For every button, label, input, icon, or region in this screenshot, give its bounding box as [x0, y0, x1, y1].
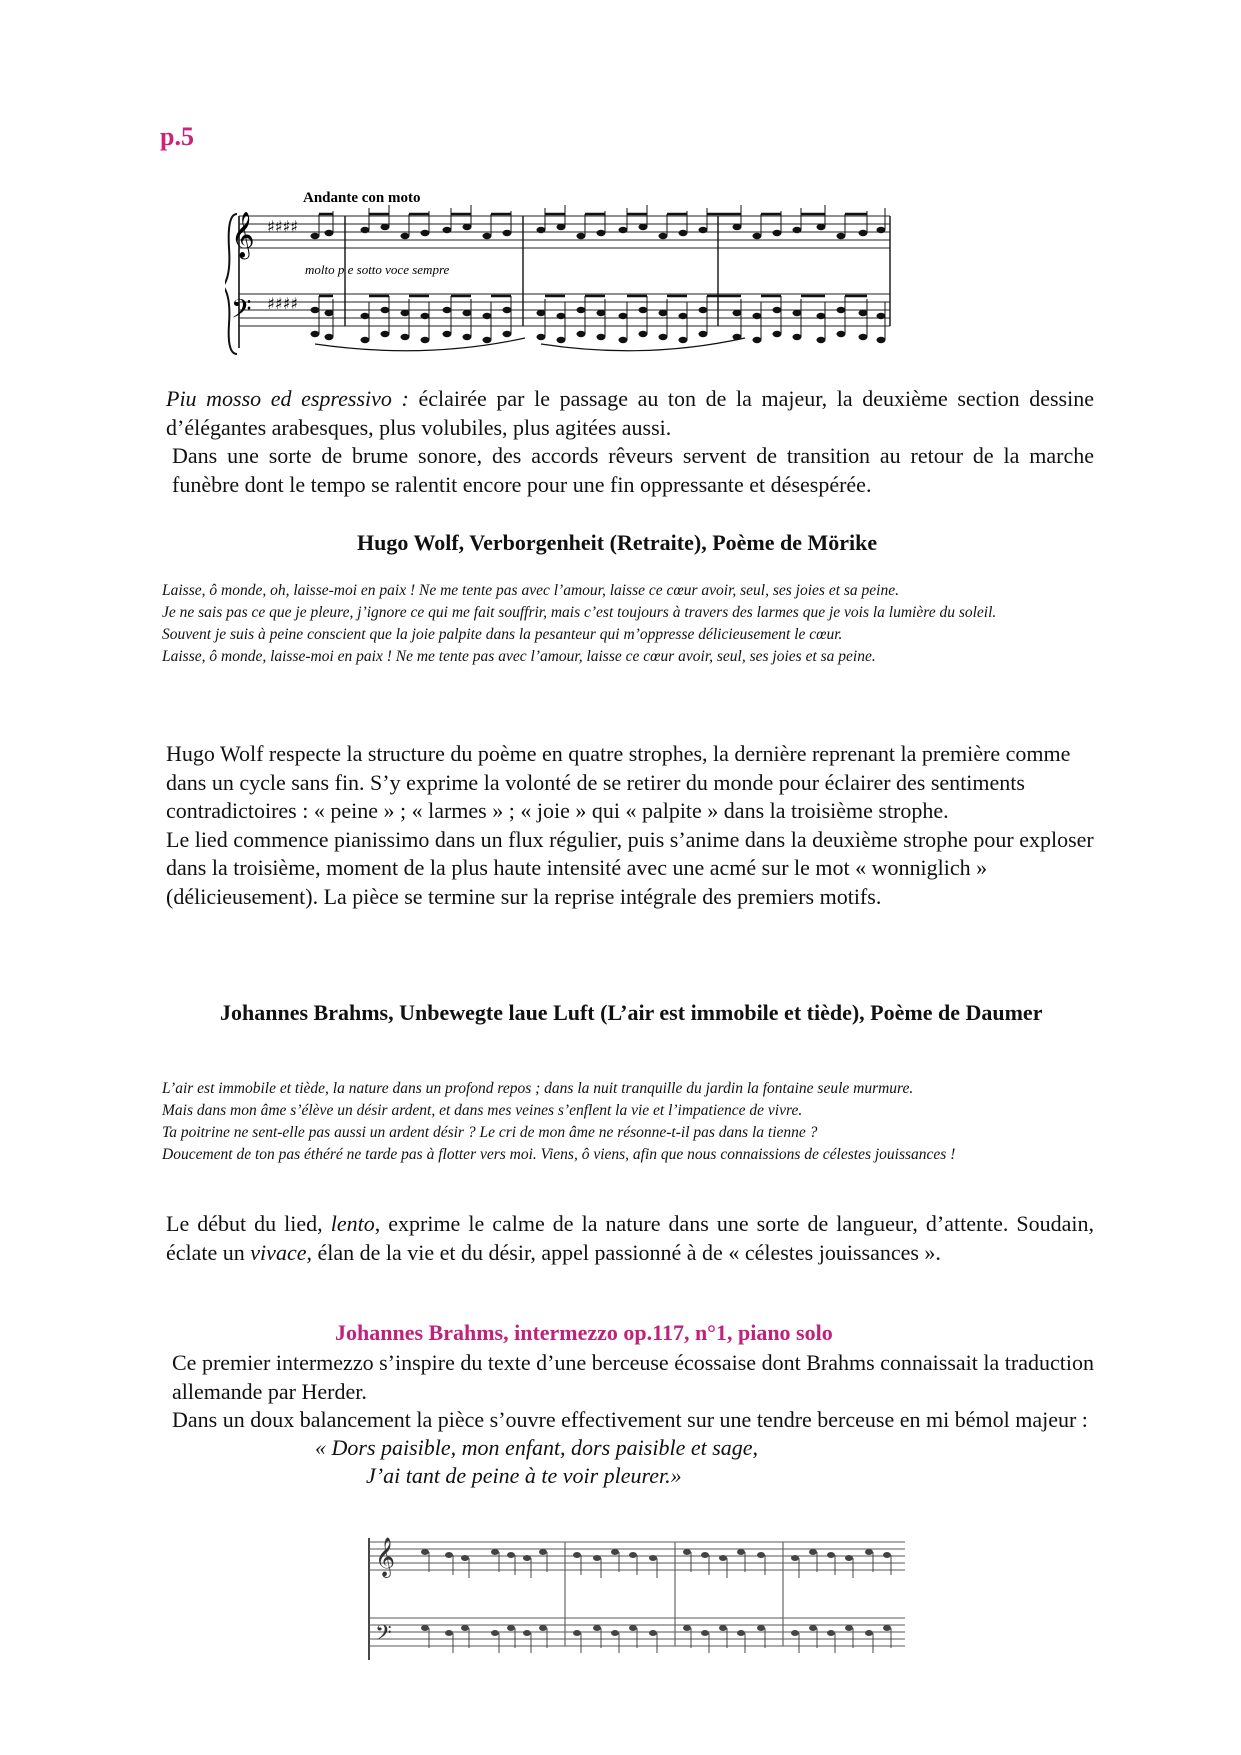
brahms-poem-line: Ta poitrine ne sent-elle pas aussi un ardent désir ? Le cri de mon âme ne résonne-t-il pas dans la tienne ?: [162, 1124, 818, 1141]
score-excerpt-wolf: [225, 188, 1000, 363]
tempo-marking: Andante con moto: [303, 190, 421, 206]
brahms-lied-heading: Johannes Brahms, Unbewegte laue Luft (L’air est immobile et tiède), Poème de Daumer: [220, 1000, 1043, 1025]
bass-clef-icon: 𝄢: [375, 1621, 392, 1651]
brahms-p-c: élan de la vie et du désir, appel passionné à de « célestes jouissances ».: [311, 1239, 941, 1265]
page-number: p.5: [160, 122, 194, 151]
brahms-poem-line: Mais dans mon âme s’élève un désir ardent, et dans mes veines s’enflent la vie et l’impatience de vivre.: [162, 1102, 803, 1119]
quote-line-1: « Dors paisible, mon enfant, dors paisible et sage,: [315, 1435, 759, 1460]
wolf-poem: [148, 580, 1094, 668]
score-excerpt-intermezzo: [365, 1528, 910, 1668]
quote-line-2: J’ai tant de peine à te voir pleurer.»: [366, 1463, 682, 1488]
section1-p2: Dans une sorte de brume sonore, des accords rêveurs servent de transition au retour de la marche funèbre dont le tempo se ralentit encore pour une fin oppressante et désespérée.: [172, 443, 1094, 497]
brahms-p-b: , exprime le calme de la nature dans une sorte de langueur, d’attente. Soudain, éclate un: [166, 1211, 1094, 1265]
wolf-p1: Hugo Wolf respecte la structure du poème en quatre strophes, la dernière reprenant la première comme dans un cycle sans fin. S’y exprime la volonté de se retirer du monde pour éclairer des sentiments contradictoires : « peine » ; « larmes » ; « joie » qui « palpite » dans la troisième strophe.: [166, 741, 1071, 823]
lead-italic: Piu mosso ed espressivo :: [166, 386, 409, 411]
treble-clef-icon: 𝄞: [231, 212, 255, 258]
wolf-p2: Le lied commence pianissimo dans un flux régulier, puis s’anime dans la deuxième strophe pour exploser dans la troisième, moment de la plus haute intensité avec une acmé sur le mot « wonniglich » (délicieusement). La pièce se termine sur la reprise intégrale des premiers motifs.: [166, 826, 1094, 909]
treble-clef-icon: 𝄞: [375, 1537, 396, 1577]
wolf-heading: Hugo Wolf, Verborgenheit (Retraite), Poème de Mörike: [357, 530, 878, 555]
intermezzo-heading: Johannes Brahms, intermezzo op.117, n°1, piano solo: [335, 1320, 833, 1345]
intermezzo-p1: Ce premier intermezzo s’inspire du texte d’une berceuse écossaise dont Brahms connaissait la traduction allemande par Herder.: [172, 1350, 1094, 1404]
intermezzo-text: [148, 1349, 1094, 1435]
wolf-poem-line: Laisse, ô monde, oh, laisse-moi en paix ! Ne me tente pas avec l’amour, laisse ce cœur avoir, seul, ses joies et sa peine.: [162, 582, 899, 599]
brahms-poem-line: L’air est immobile et tiède, la nature dans un profond repos ; dans la nuit tranquille du jardin la fontaine seule murmure.: [162, 1080, 914, 1097]
brahms-p-a: Le début du lied,: [166, 1211, 331, 1236]
lento-term: lento: [330, 1211, 375, 1236]
wolf-poem-line: Je ne sais pas ce que je pleure, j’ignore ce qui me fait souffrir, mais c’est toujours à travers des larmes que je vois la lumière du soleil.: [162, 604, 997, 621]
svg-text:♯♯♯♯: ♯♯♯♯: [267, 294, 298, 313]
wolf-poem-line: Laisse, ô monde, laisse-moi en paix ! Ne me tente pas avec l’amour, laisse ce cœur avoir, seul, ses joies et sa peine.: [162, 648, 876, 665]
expression-marking: molto p e sotto voce sempre: [305, 262, 450, 277]
vivace-term: vivace,: [250, 1239, 312, 1265]
intermezzo-p2: Dans un doux balancement la pièce s’ouvre effectivement sur une tendre berceuse en mi bémol majeur :: [172, 1407, 1088, 1432]
section1-p1: éclairée par le passage au ton de la majeur, la deuxième section dessine d’élégantes arabesques, plus volubiles, plus agitées aussi.: [166, 386, 1094, 440]
brahms-poem-line: Doucement de ton pas éthéré ne tarde pas à flotter vers moi. Viens, ô viens, afin que nous connaissions de célestes jouissances !: [162, 1146, 956, 1163]
brahms-lied-commentary: [148, 1210, 1094, 1267]
bass-clef-icon: 𝄢: [231, 293, 252, 331]
wolf-poem-line: Souvent je suis à peine conscient que la joie palpite dans la pesanteur qui m’oppresse délicieusement le cœur.: [162, 626, 843, 643]
wolf-commentary: [148, 740, 1094, 911]
svg-text:♯♯♯♯: ♯♯♯♯: [267, 217, 298, 236]
brahms-poem: [148, 1078, 1094, 1166]
section1-text: [148, 385, 1094, 499]
